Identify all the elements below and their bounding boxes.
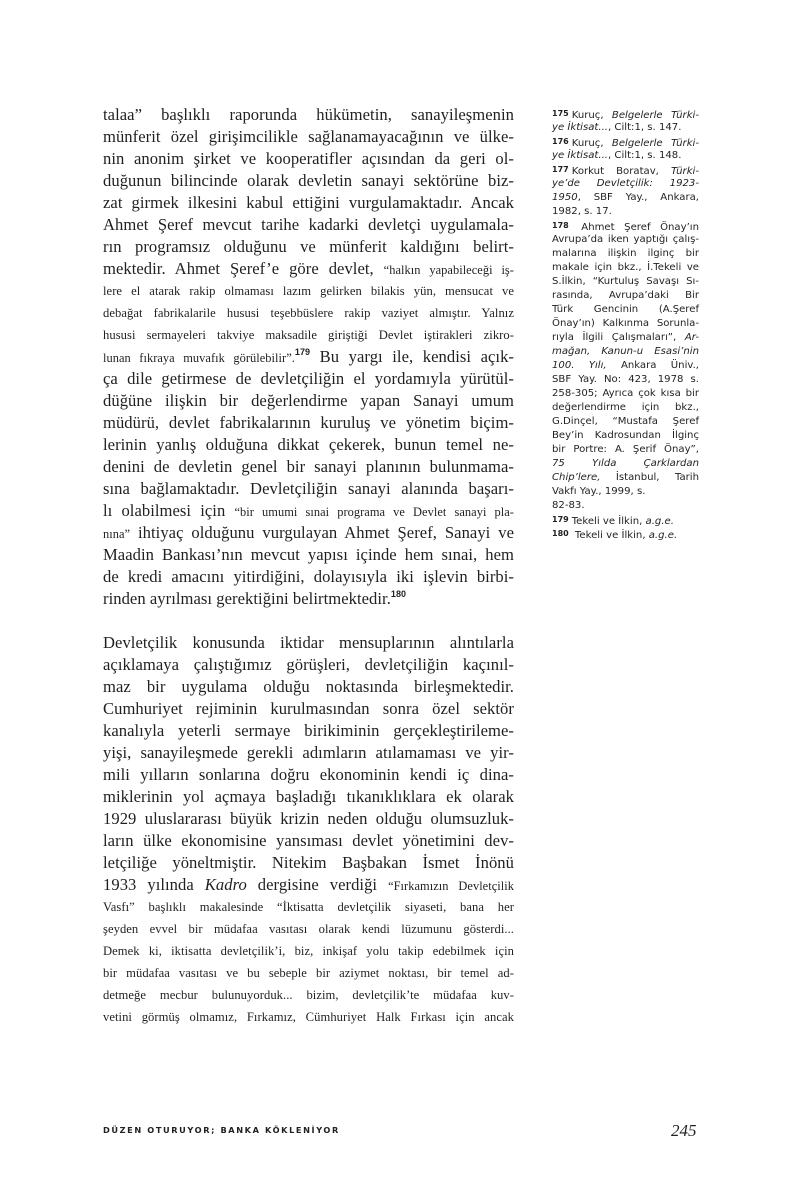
quote-run: “halkın yapabileceği iş- xyxy=(383,263,514,277)
footnote-line: S.İlkin, “Kurtuluş Savaşı Sı- xyxy=(552,276,699,287)
quote-line: şeyden evvel bir müdafaa vasıtası olarak kendi lüzumunu gösterdi... xyxy=(103,922,514,936)
italic-run: Kadro xyxy=(204,875,247,894)
footnote-text: Korkut Boratav, xyxy=(571,166,671,177)
footnote-line xyxy=(552,513,699,527)
footnote-line: malarına ilişkin ilginç bir xyxy=(552,248,699,259)
text-run: mektedir. Ahmet Şeref’e göre devlet, xyxy=(103,259,374,278)
footnote-line: değerlendirme için bkz., xyxy=(552,402,699,413)
footnote-178 xyxy=(552,219,699,513)
text-line: müdürü, devlet fabrikalarının kuruluş ve yönetim biçim- xyxy=(103,413,514,432)
quote-run: nına” xyxy=(103,527,131,541)
footnote-line xyxy=(552,219,699,233)
text-line: lerinin yanlış olduğuna dikkat çekerek, bunun temel ne- xyxy=(103,435,514,454)
text-line: Ahmet Şeref mevcut tarihe kadarki devletçi uygulamala- xyxy=(103,215,514,234)
quote-line: vetini görmüş olmamız, Fırkamız, Cümhuriyet Halk Fırkası için ancak xyxy=(103,1010,514,1024)
footnote-line xyxy=(552,331,699,345)
text-line: sına bağlamaktadır. Devletçiliğin sanayi alanında başarı- xyxy=(103,479,514,498)
footnote-italic: Chip’lere, xyxy=(552,472,601,483)
quote-run: “bir umumi sınai programa ve Devlet sanayi pla- xyxy=(234,505,514,519)
text-run: ihtiyaç olduğunu vurgulayan Ahmet Şeref, Sanayi ve xyxy=(130,523,514,542)
text-line: mili yılların sonlarına doğru ekonominin kendi iç dina- xyxy=(103,765,514,784)
footnote-italic: 1950 xyxy=(552,192,578,203)
paragraph-1 xyxy=(103,104,514,610)
footnote-line: 82-83. xyxy=(552,500,585,511)
footnote-ref-180[interactable]: 180 xyxy=(390,589,407,599)
text-line: de kredi amacını yitirdiğini, dolayısıyla iki işlevin birbi- xyxy=(103,567,514,586)
footnote-line: SBF Yay. No: 423, 1978 s. xyxy=(552,374,699,385)
quote-run: “Fırkamızın Devletçilik xyxy=(388,879,514,893)
footnote-line: mağan, Kanun-u Esasi’nin xyxy=(552,346,699,357)
footnote-text: İstanbul, Tarih xyxy=(600,472,699,483)
footnote-text: rıyla İlgili Çalışmaları”, xyxy=(552,332,685,343)
text-line: miklerinin yol açmaya başladığı tıkanıklıklara ek olarak xyxy=(103,787,514,806)
footnote-text: , Cilt:1, s. 148. xyxy=(608,150,682,161)
quote-run: Vasfı” xyxy=(103,900,135,914)
footnote-line xyxy=(552,191,699,205)
text-line: Devletçilik konusunda iktidar mensuplarının alıntılarla xyxy=(103,633,514,652)
footnote-text: Ankara Üniv., xyxy=(606,360,699,371)
footnote-line: 258-305; Ayrıca çok kısa bir xyxy=(552,388,699,399)
quote-line xyxy=(103,896,514,918)
text-run: lı olabilmesi için xyxy=(103,501,226,520)
text-line: rın programsız olduğunu ve münferit kaldığını belirt- xyxy=(103,237,514,256)
footnote-line: ye’de Devletçilik: 1923- xyxy=(552,178,699,189)
footnote-italic: Belgelerle Türki- xyxy=(611,138,700,149)
text-line: nin anonim şirket ve kooperatifler açısından da geri ol- xyxy=(103,149,514,168)
text-run: 1933 yılında xyxy=(103,875,205,894)
footnote-line xyxy=(552,107,699,121)
quote-line: debağat fabrikalarile hususi teşebbüslere rakip vaziyet almıştır. Yalnız xyxy=(103,306,514,320)
text-line: 1929 uluslararası büyük krizin neden olduğu olumsuzluk- xyxy=(103,809,514,828)
footnote-text: , SBF Yay., Ankara, xyxy=(577,192,699,203)
footnote-line xyxy=(552,149,699,163)
main-text-column xyxy=(103,104,514,1028)
footnote-line: G.Dinçel, “Mustafa Şeref xyxy=(552,416,699,427)
footnote-line xyxy=(552,527,699,541)
text-line: letçiliğe yöneltmiştir. Nitekim Başbakan İsmet İnönü xyxy=(103,853,514,872)
text-line: denini de devletin genel bir sanayi planının bulunmama- xyxy=(103,457,514,476)
footnote-text: , Cilt:1, s. 147. xyxy=(608,122,682,133)
footnote-number: 179 xyxy=(552,515,569,524)
footnote-text: Tekeli ve İlkin, xyxy=(574,530,649,541)
text-line: ların ülke ekonomisine yansıması devlet yönetimini dev- xyxy=(103,831,514,850)
footnote-number: 177 xyxy=(552,165,569,174)
quote-line: bir müdafaa vasıtası ve bu sebeple bir aziymet noktası, bir temel ad- xyxy=(103,966,514,980)
text-line xyxy=(103,346,514,368)
footnote-text: Tekeli ve İlkin, xyxy=(571,516,646,527)
text-line: kanalıyla yeterli sermaye birikiminin gerçekleştirileme- xyxy=(103,721,514,740)
quote-run: “İktisatta devletçilik siyaseti, bana her xyxy=(277,900,514,914)
running-title: DÜZEN OTURUYOR; BANKA KÖKLENİYOR xyxy=(103,1125,340,1135)
footnote-ref-179[interactable]: 179 xyxy=(294,347,311,357)
text-line: yişi, sanayileşmede gerekli adımların atılamaması ve yir- xyxy=(103,743,514,762)
page-number: 245 xyxy=(671,1121,697,1140)
footnote-line: 75 Yılda Çarklardan xyxy=(552,458,699,469)
text-line xyxy=(103,522,514,544)
footnote-number: 175 xyxy=(552,109,569,118)
text-line: ça dile getirmese de devletçiliğin el yordamıyla yürütül- xyxy=(103,369,514,388)
text-line: maz bir uygulama olduğu noktasında birleşmektedir. xyxy=(103,677,514,696)
text-run: Bu yargı ile, kendisi açık- xyxy=(310,347,514,366)
footnote-176 xyxy=(552,135,699,163)
footnote-line xyxy=(552,359,699,373)
text-line: Maadin Bankası’nın mevcut yapısı içinde hem sınai, hem xyxy=(103,545,514,564)
paragraph-2 xyxy=(103,632,514,1028)
text-line xyxy=(103,500,514,522)
footnote-line: Türk Gencinin (A.Şeref xyxy=(552,304,699,315)
text-line: Cumhuriyet rejiminin kurulmasından sonra özel sektör xyxy=(103,699,514,718)
footnote-line: 1982, s. 17. xyxy=(552,206,612,217)
footnote-line xyxy=(552,121,699,135)
footnote-italic: Türki- xyxy=(671,166,699,177)
footnote-text: Ahmet Şeref Önay’ın xyxy=(581,222,699,233)
footnote-line: Önay’ın) Kalkınma Sorunla- xyxy=(552,318,699,329)
footnote-line: makale için bkz., İ.Tekeli ve xyxy=(552,262,699,273)
footnote-line: rasında, Avrupa’daki Bir xyxy=(552,290,699,301)
quote-line: lere el atarak rakip olmaması lazım gelirken bilakis yün, mensucat ve xyxy=(103,284,514,298)
footnotes-column xyxy=(552,107,699,541)
text-line: açıklamaya çalıştığımız görüşleri, devletçiliğin kaçınıl- xyxy=(103,655,514,674)
footnote-text: Kuruç, xyxy=(571,138,612,149)
text-line xyxy=(103,258,514,280)
text-run: rinden ayrılması gerektiğini belirtmektedir. xyxy=(103,589,391,608)
footnote-line: Avrupa’da iken yaptığı çalış- xyxy=(552,234,699,245)
footnote-179 xyxy=(552,513,699,527)
footnote-line xyxy=(552,471,699,485)
quote-line: Demek ki, iktisatta devletçilik’i, biz, inkişaf yolu takip edebilmek için xyxy=(103,944,514,958)
text-line: duğunun bilincinde olarak devletin sanayi sektörüne biz- xyxy=(103,171,514,190)
footnote-line: bir Portre: A. Şerif Önay”, xyxy=(552,444,699,455)
text-line: talaa” başlıklı raporunda hükümetin, sanayileşmenin xyxy=(103,105,514,124)
text-run: başlıklı makalesinde xyxy=(134,900,278,914)
footnote-number: 176 xyxy=(552,137,569,146)
quote-line: hususi sermayeleri takviye maksadile giriştiği Devlet iştirakleri zikro- xyxy=(103,328,514,342)
footnote-line: Vakfı Yay., 1999, s. xyxy=(552,486,646,497)
text-line: zat girmek ilkesini kabul ettiğini vurgulamaktadır. Ancak xyxy=(103,193,514,212)
quote-line: detmeğe mecbur bulunuyorduk... bizim, devletçilik’te müdafaa kuv- xyxy=(103,988,514,1002)
footnote-number: 180 xyxy=(552,529,569,538)
text-line: münferit özel girişimcilikle sağlanamayacağının ve ülke- xyxy=(103,127,514,146)
footnote-line xyxy=(552,135,699,149)
text-line: düğüne ilişkin bir değerlendirme yapan Sanayi umum xyxy=(103,391,514,410)
text-line xyxy=(103,588,514,610)
footnote-line xyxy=(552,163,699,177)
footnote-180 xyxy=(552,527,699,541)
text-line xyxy=(103,874,514,896)
footnote-line: Bey’in Kadrosundan İlginç xyxy=(552,430,699,441)
footnote-italic: 100. Yılı, xyxy=(552,360,607,371)
footnote-number: 178 xyxy=(552,221,569,230)
footnote-italic: Ar- xyxy=(684,332,699,343)
footnote-italic: a.g.e. xyxy=(648,530,678,541)
footnote-italic: Belgelerle Türki- xyxy=(611,110,700,121)
footnote-italic: a.g.e. xyxy=(645,516,674,527)
footnote-italic: ye İktisat... xyxy=(552,122,609,133)
quote-run: lunan fıkraya muvafık görülebilir”. xyxy=(103,351,295,365)
footnote-175 xyxy=(552,107,699,135)
text-run: dergisine verdiği xyxy=(246,875,389,894)
footnote-177 xyxy=(552,163,699,219)
footnote-text: Kuruç, xyxy=(571,110,612,121)
footnote-italic: ye İktisat... xyxy=(552,150,609,161)
